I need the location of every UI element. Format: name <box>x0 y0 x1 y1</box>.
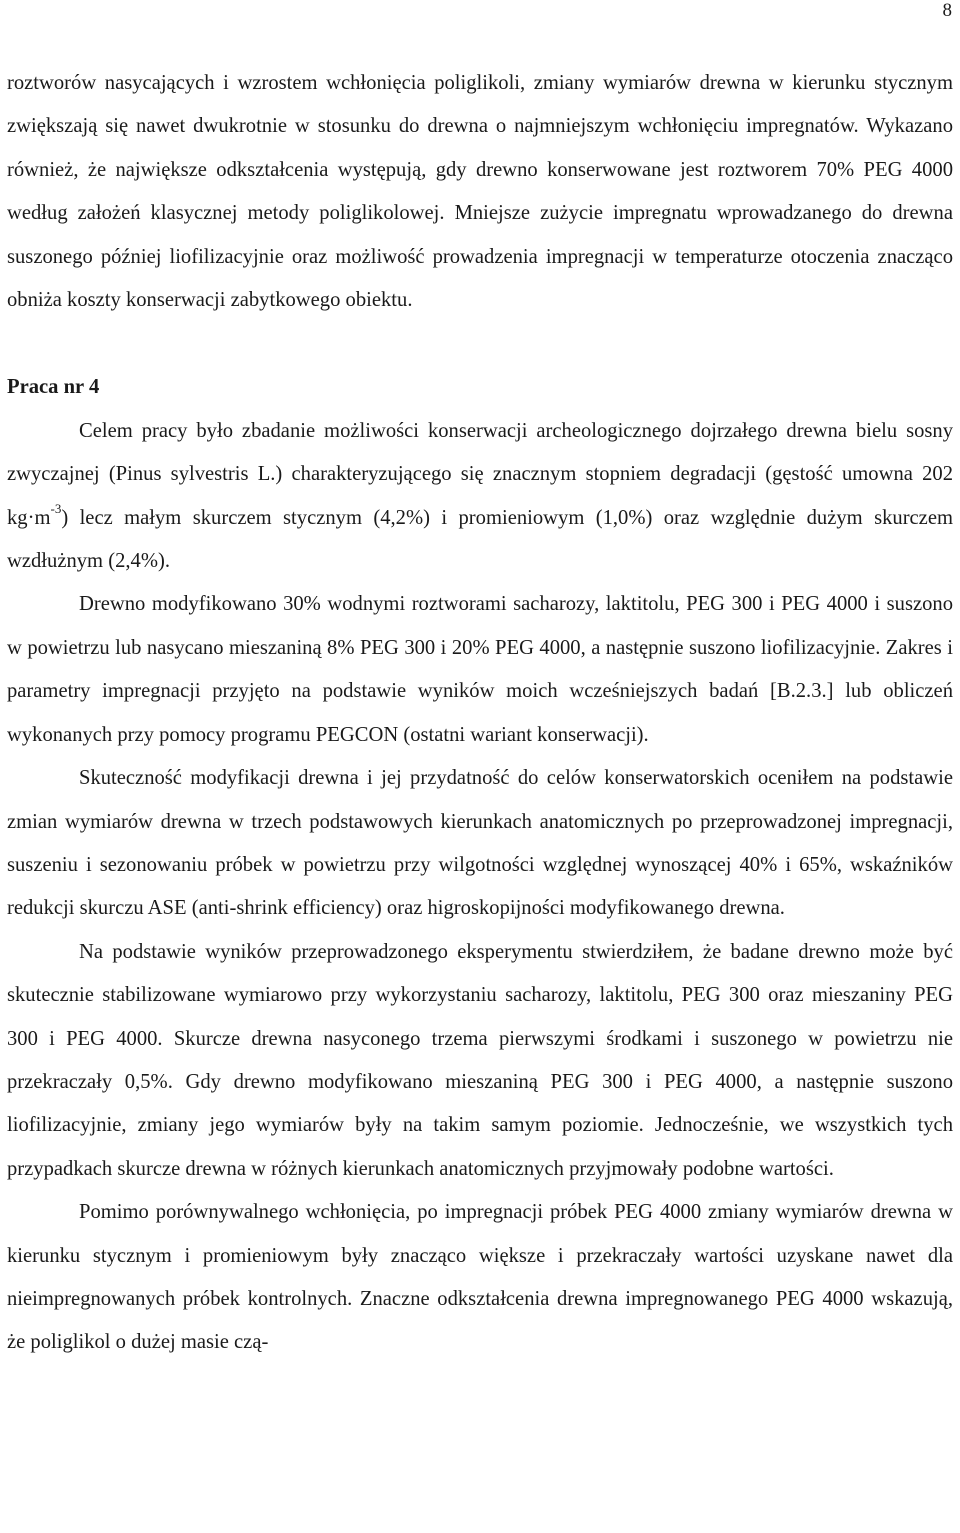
paragraph-results: Na podstawie wyników przeprowadzonego eksperymentu stwierdziłem, że badane drewno może być skutecznie stabilizowane wymiarowo przy wykorzystaniu sacharozy, laktitolu, PEG 300 oraz mieszaniny PEG 300 i PEG 4000. Skurcze drewna nasyconego trzema pierwszymi środkami i suszonego w powietrzu nie przekraczały 0,5%. Gdy drewno modyfikowano mieszaniną PEG 300 i PEG 4000, a następnie suszono liofilizacyjnie, zmiany jego wymiarów były na takim samym poziomie. Jednocześnie, we wszystkich tych przypadkach skurcze drewna w różnych kierunkach anatomicznych przyjmowały podobne wartości. <box>7 940 953 1180</box>
section-title: Praca nr 4 <box>7 376 100 399</box>
document-body <box>7 62 953 1365</box>
paragraph-method: Drewno modyfikowano 30% wodnymi roztworami sacharozy, laktitolu, PEG 300 i PEG 4000 i suszono w powietrzu lub nasycano mieszaniną 8% PEG 300 i 20% PEG 4000, a następnie suszono liofilizacyjnie. Zakres i parametry impregnacji przyjęto na podstawie wyników moich wcześniejszych badań [B.2.3.] lub obliczeń wykonanych przy pomocy programu PEGCON (ostatni wariant konserwacji). <box>7 593 953 746</box>
paragraph-peg4000: Pomimo porównywalnego wchłonięcia, po impregnacji próbek PEG 4000 zmiany wymiarów drewna w kierunku stycznym i promieniowym były znacząco większe i przekraczały wartości uzyskane nawet dla nieimpregnowanych próbek kontrolnych. Znaczne odkształcenia drewna impregnowanego PEG 4000 wskazują, że poliglikol o dużej masie czą- <box>7 1201 953 1354</box>
paragraph-aim <box>7 410 953 584</box>
paragraph-aim-text-1: Celem pracy było zbadanie możliwości konserwacji archeologicznego dojrzałego drewna bielu sosny zwyczajnej (Pinus sylvestris L.) charakteryzującego się znacznym stopniem degradacji (gęstość umowna 202 kg·m <box>7 419 953 529</box>
paragraph-evaluation: Skuteczność modyfikacji drewna i jej przydatność do celów konserwatorskich oceniłem na podstawie zmian wymiarów drewna w trzech podstawowych kierunkach anatomicznych po przeprowadzonej impregnacji, suszeniu i sezonowaniu próbek w powietrzu przy wilgotności względnej wynoszącej 40% i 65%, wskaźników redukcji skurczu ASE (anti-shrink efficiency) oraz higroskopijności modyfikowanego drewna. <box>7 767 953 920</box>
paragraph-aim-text-2: ) lecz małym skurczem stycznym (4,2%) i promieniowym (1,0%) oraz względnie dużym skurczem wzdłużnym (2,4%). <box>7 506 953 573</box>
intro-paragraph: roztworów nasycających i wzrostem wchłonięcia poliglikoli, zmiany wymiarów drewna w kierunku stycznym zwiększają się nawet dwukrotnie w stosunku do drewna o najmniejszym wchłonięciu impregnatów. Wykazano również, że największe odkształcenia występują, gdy drewno konserwowane jest roztworem 70% PEG 4000 według założeń klasycznej metody poliglikolowej. Mniejsze zużycie impregnatu wprowadzanego do drewna suszonego później liofilizacyjnie oraz możliwość prowadzenia impregnacji w temperaturze otoczenia znacząco obniża koszty konserwacji zabytkowego obiektu. <box>7 72 953 312</box>
unit-exponent: -3 <box>50 500 62 516</box>
page-number: 8 <box>942 0 952 21</box>
